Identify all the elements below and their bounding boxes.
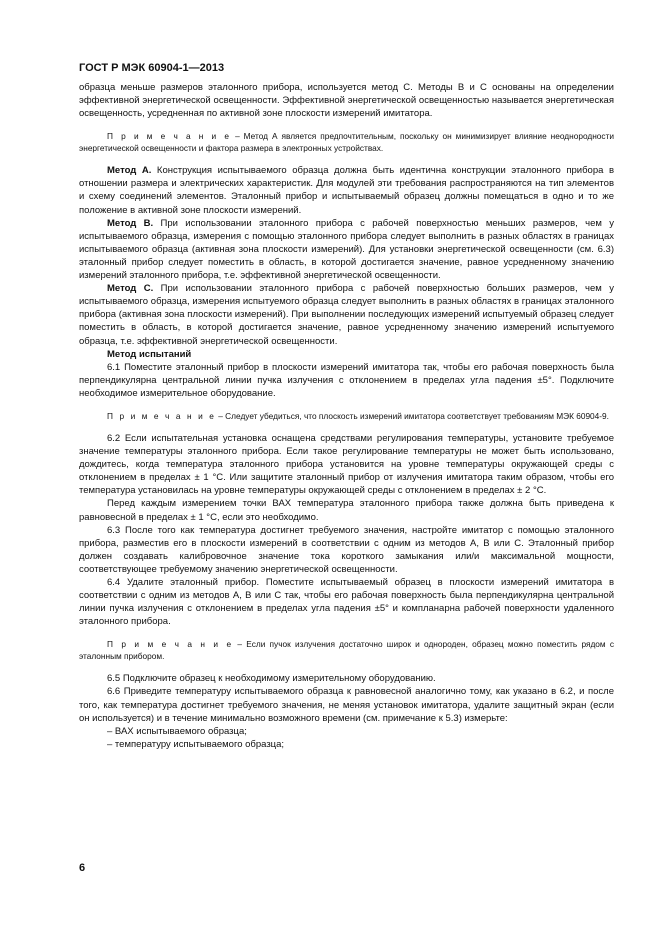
method-paragraph	[79, 164, 614, 216]
document-body	[79, 81, 614, 751]
list-item: – ВАХ испытываемого образца;	[107, 725, 247, 737]
spacer	[79, 400, 614, 410]
list-item: – температуру испытываемого образца;	[107, 738, 285, 750]
method-text: При использовании эталонного прибора с рабочей поверхностью больших размеров, чем у испытываемого образца, измерения испытуемого образца следует выполнить в разных областях в границах эталонного прибора (активная зона плоскости измерений). При выполнении последующих измерений испытуемый образец следует поместить в область, в которой достигается значение, равное усредненному значению измерений испытуемого образца, т.е. эффективной энергетической освещенности.	[79, 283, 614, 347]
note-label: П р и м е ч а н и е	[107, 131, 232, 142]
paragraph: Перед каждым измерением точки ВАХ температура эталонного прибора также должна быть приведена к равновесной в пределах ± 1 °С, если это необходимо.	[79, 498, 614, 523]
method-title: Метод С.	[107, 283, 154, 295]
note-paragraph	[79, 638, 614, 662]
page-content	[79, 62, 614, 751]
paragraph: 6.5 Подключите образец к необходимому измерительному оборудованию.	[107, 673, 436, 685]
note-label: П р и м е ч а н и е	[107, 639, 234, 650]
note-paragraph	[79, 410, 614, 422]
method-title: Метод испытаний	[107, 348, 192, 360]
spacer	[79, 120, 614, 130]
note-text: – Если пучок излучения достаточно широк и однороден, образец можно поместить рядом с эталонным прибором.	[79, 639, 614, 662]
spacer	[79, 422, 614, 432]
note-label: П р и м е ч а н и е	[107, 410, 216, 421]
paragraph: 6.3 После того как температура достигнет требуемого значения, настройте имитатор с помощью эталонного прибора, разместив его в плоскости измерений в соответствии с одним из методов А, В или С. Эталонный прибор должен создавать калибровочное значение тока короткого замыкания или/и максимальной мощности, соответствующее требуемому значению энергетической освещенности.	[79, 524, 614, 575]
standard-header: ГОСТ Р МЭК 60904-1—2013	[79, 62, 225, 74]
paragraph: 6.6 Приведите температуру испытываемого образца к равновесной аналогично тому, как указано в 6.2, и после того, как температура достигнет требуемого значения, не меняя установок имитатора, удалите защитный экран (если он используется) и в течение минимально возможного времени (см. примечание к 5.3) измерьте:	[79, 686, 614, 724]
paragraph: 6.4 Удалите эталонный прибор. Поместите испытываемый образец в плоскости измерений имитатора в соответствии с одним из методов А, В или С так, чтобы его рабочая поверхность была перпендикулярна центральной линии пучка излучения с отклонением в пределах угла падения ±5° и компланарна рабочей поверхности удаленного эталонного прибора.	[79, 577, 614, 628]
paragraph: 6.2 Если испытательная установка оснащена средствами регулирования температуры, установите требуемое значение температуры эталонного прибора. Если такое регулирование температуры не может быть использовано, дождитесь, когда температура эталонного прибора установится на уровне температуры окружающей среды с отклонением в пределах ± 1 °С. Или защитите эталонный прибор от излучения имитатора таким образом, чтобы его температура установилась на уровне температуры окружающей среды с отклонением в пределах ± 2 °С.	[79, 432, 614, 497]
spacer	[79, 628, 614, 638]
method-paragraph	[79, 217, 614, 282]
page-number: 6	[79, 862, 86, 874]
method-paragraph	[79, 348, 614, 361]
method-title: Метод В.	[107, 217, 154, 229]
spacer	[79, 662, 614, 672]
note-text: – Следует убедиться, что плоскость измерений имитатора соответствует требованиям МЭК 60904-9.	[215, 410, 609, 421]
method-paragraph	[79, 282, 614, 347]
note-paragraph	[79, 130, 614, 154]
paragraph: образца меньше размеров эталонного прибора, используется метод С. Методы В и С основаны на определении эффективной энергетической освещенности. Эффективной энергетической освещенностью называется энергетическая освещенность, усредненная по активной зоне плоскости измерений имитатора.	[79, 82, 614, 120]
method-text: Конструкция испытываемого образца должна быть идентична конструкции эталонного прибора в отношении размера и электрических характеристик. Для модулей эти требования распространяются на тип элементов и схему соединений элементов. Эталонный прибор и испытываемый образец должны помещаться в одно и то же положение в активной зоне плоскости измерений.	[79, 165, 614, 216]
method-title: Метод А.	[107, 165, 152, 177]
note-text: – Метод А является предпочтительным, поскольку он минимизирует влияние неоднородности энергетической освещенности и фактора размера в электронных устройствах.	[79, 131, 614, 154]
spacer	[79, 154, 614, 164]
method-text: При использовании эталонного прибора с рабочей поверхностью меньших размеров, чем у испытываемого образца, измерения с помощью эталонного прибора следует выполнить в разных областях в границах испытываемого образца (активная зона плоскости измерений). Для установки энергетической освещенности (см. 6.3) эталонный прибор следует поместить в область, в которой достигается значение, равное усредненному значению измерений эталонного прибора, т.е. эффективной энергетической освещенности.	[79, 217, 614, 282]
paragraph: 6.1 Поместите эталонный прибор в плоскости измерений имитатора так, чтобы его рабочая поверхность была перпендикулярна центральной линии пучка излучения с отклонением в пределах угла падения ±5°. Подключите необходимое измерительное оборудование.	[79, 361, 614, 399]
